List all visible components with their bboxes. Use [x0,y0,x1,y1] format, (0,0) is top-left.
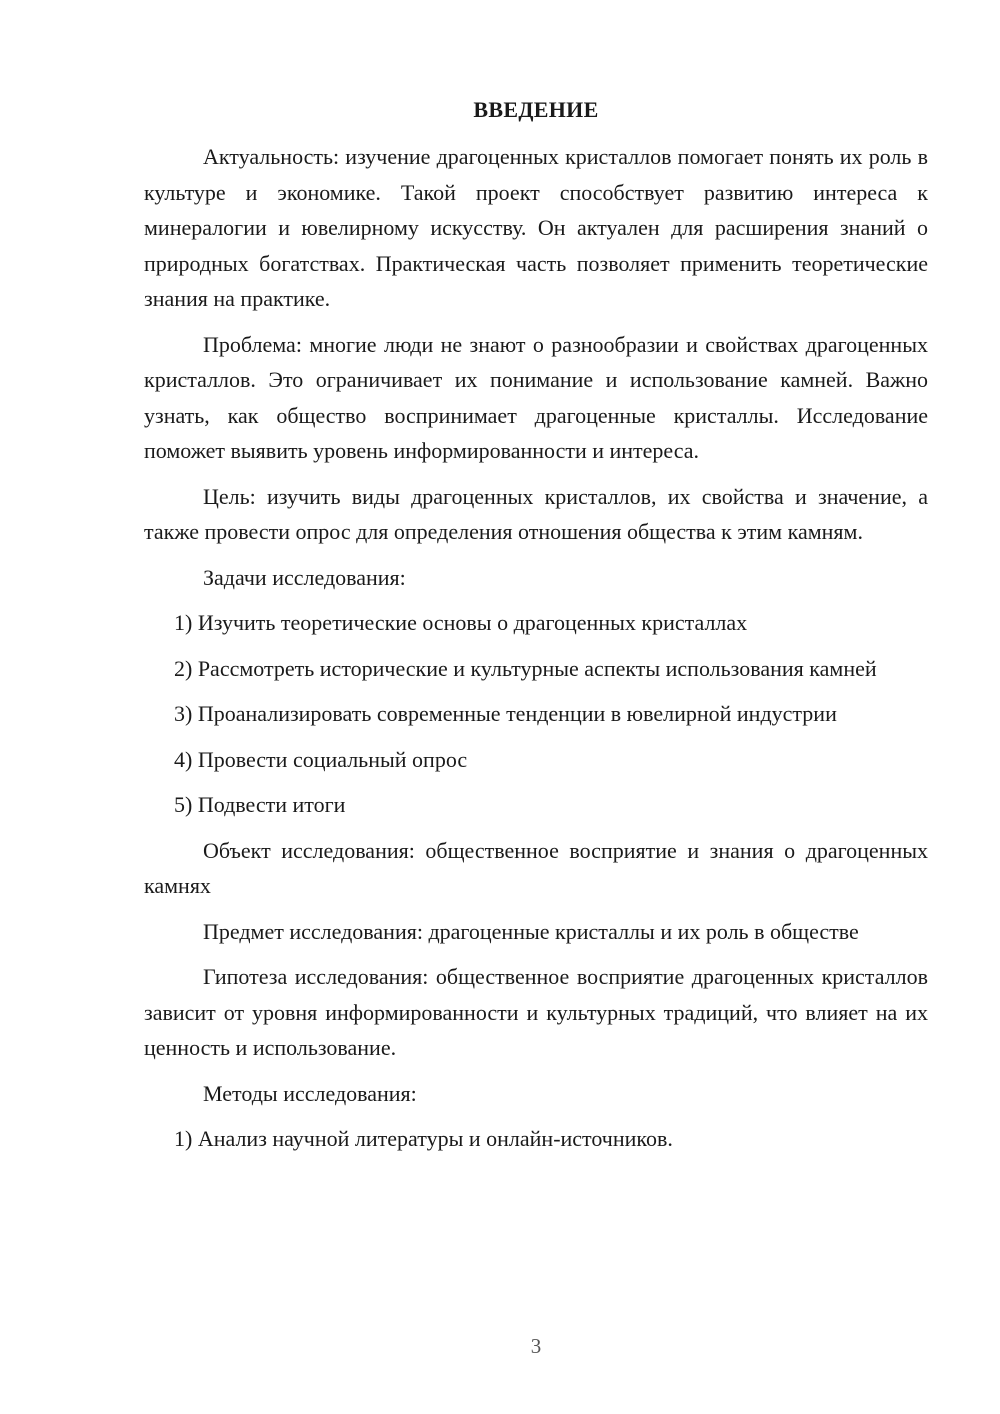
task-item: 4) Провести социальный опрос [174,746,468,772]
hypothesis-paragraph: Гипотеза исследования: общественное восприятие драгоценных кристаллов зависит от уровня информированности и культурных традиций, что влияет на их ценность и использование. [144,964,928,1060]
relevance-paragraph: Актуальность: изучение драгоценных кристаллов помогает понять их роль в культуре и экономике. Такой проект способствует развитию интереса к минералогии и ювелирному искусству. Он актуален для расширения знаний о природных богатствах. Практическая часть позволяет применить теоретические знания на практике. [144,144,928,311]
task-item: 5) Подвести итоги [174,792,346,817]
problem-paragraph: Проблема: многие люди не знают о разнообразии и свойствах драгоценных кристаллов. Это ограничивает их понимание и использование камней. Важно узнать, как общество воспринимает драгоценные кристаллы. Исследование поможет выявить уровень информированности и интереса. [144,331,928,463]
goal-paragraph: Цель: изучить виды драгоценных кристаллов, их свойства и значение, а также провести опрос для определения отношения общества к этим камням. [144,483,928,544]
subject-paragraph: Предмет исследования: драгоценные кристаллы и их роль в обществе [203,918,859,944]
task-item: 3) Проанализировать современные тенденции в ювелирной индустрии [174,701,837,726]
object-paragraph: Объект исследования: общественное восприятие и знания о драгоценных камнях [144,837,928,898]
document-page [144,95,928,1167]
task-item: 2) Рассмотреть исторические и культурные аспекты использования камней [174,655,877,681]
tasks-heading: Задачи исследования: [203,564,406,590]
method-item: 1) Анализ научной литературы и онлайн-источников. [174,1126,673,1151]
page-number: 3 [530,1334,542,1358]
page-title: ВВЕДЕНИЕ [473,97,599,122]
methods-heading: Методы исследования: [203,1080,417,1106]
task-item: 1) Изучить теоретические основы о драгоценных кристаллах [174,610,748,635]
